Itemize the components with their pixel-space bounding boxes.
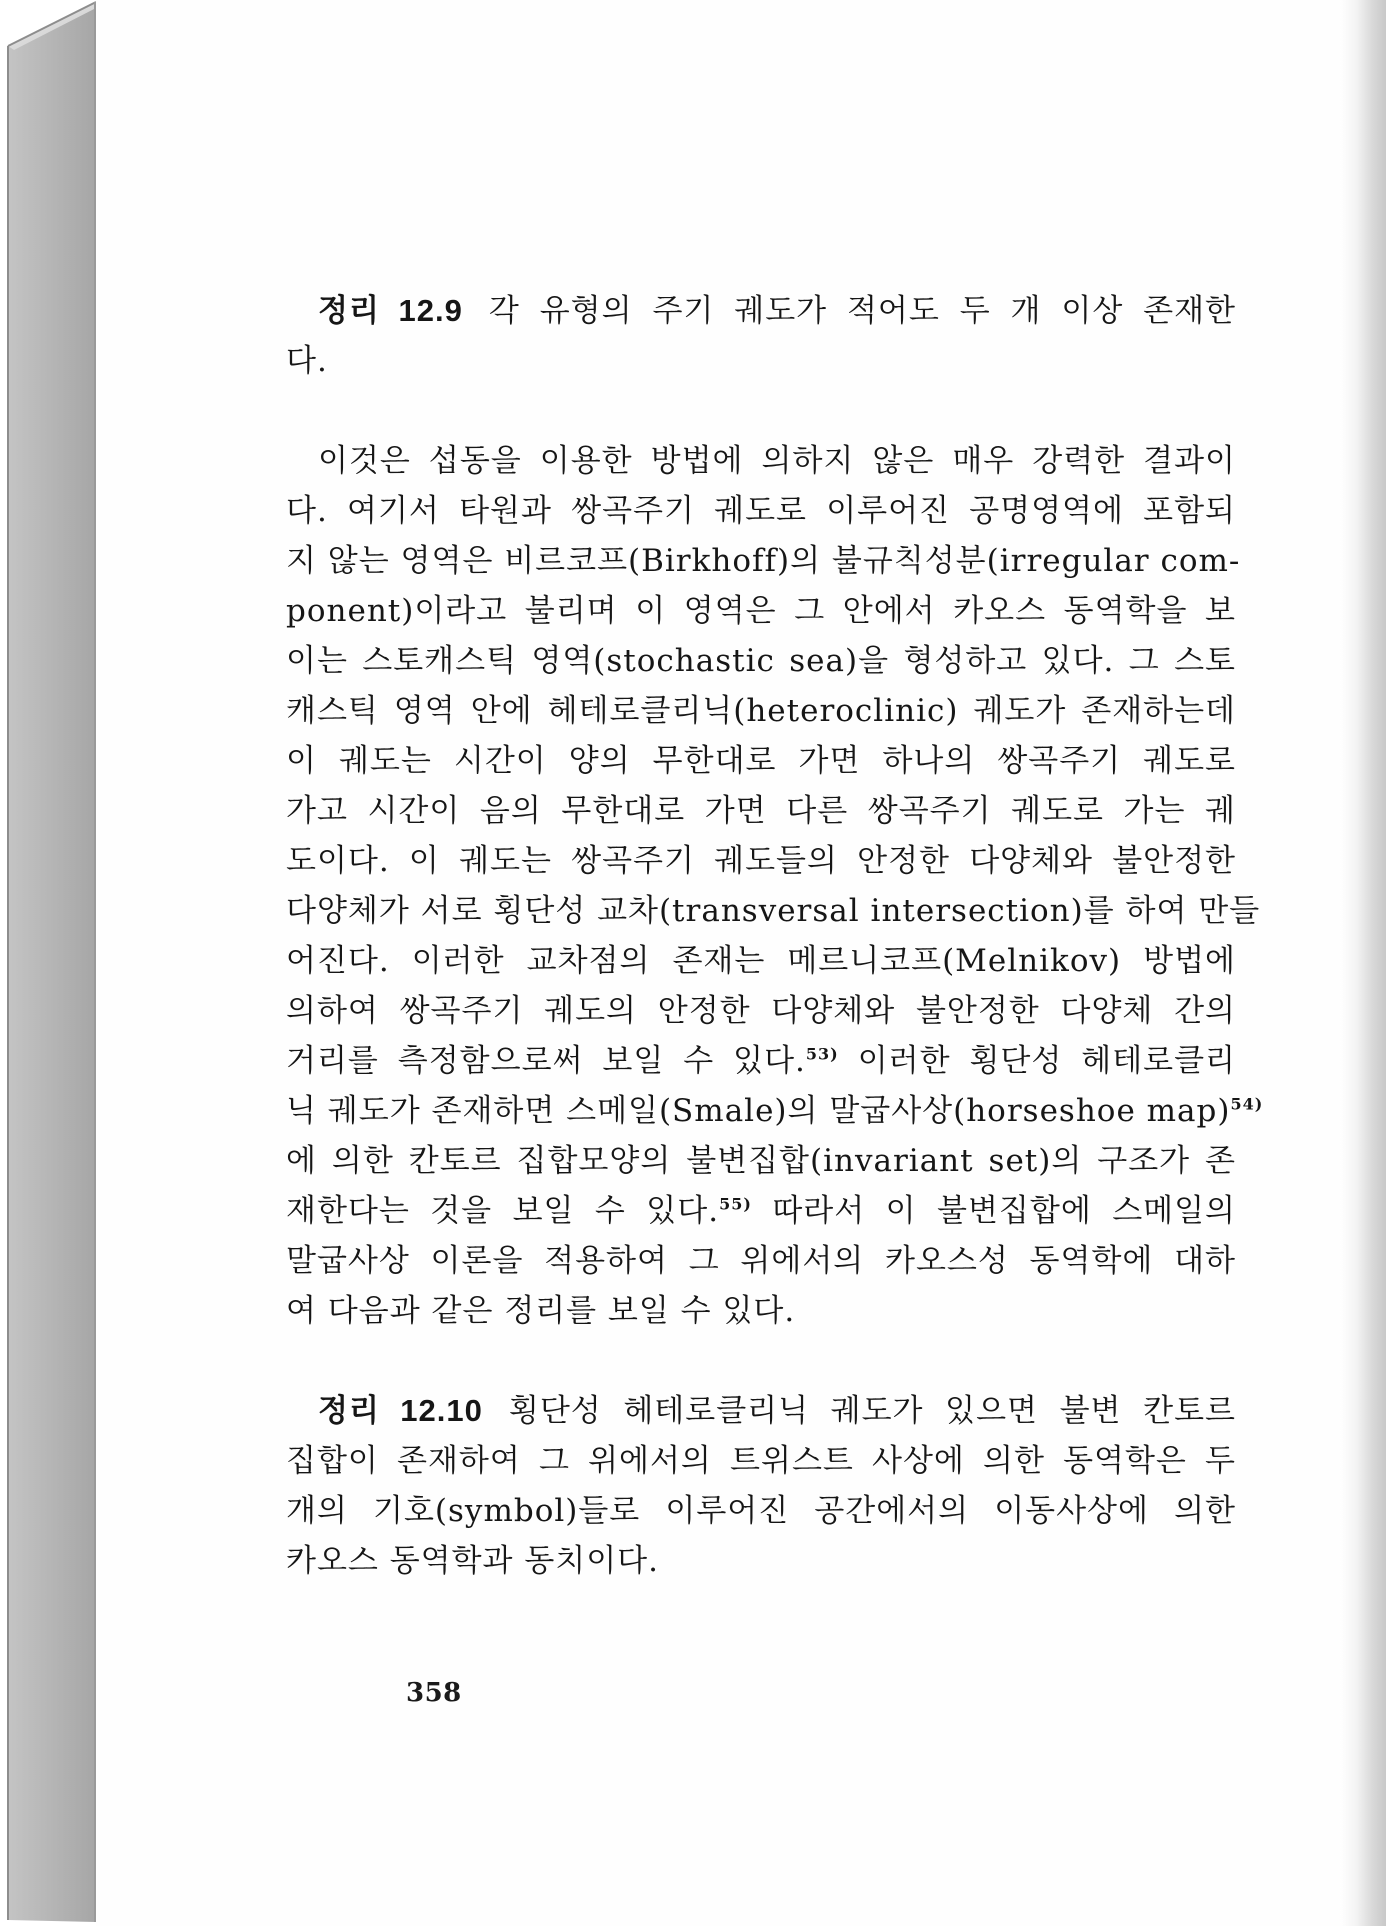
text-line: 어진다. 이러한 교차점의 존재는 메르니코프(Melnikov) 방법에: [286, 943, 1236, 979]
text-line: 다양체가 서로 횡단성 교차(transversal intersection)를 하여 만들: [286, 893, 1261, 929]
page-edge-shadow: [1340, 0, 1386, 1926]
text-segment: 재한다는 것을 보일 수 있다.: [286, 1193, 720, 1229]
footnote-ref-53: 53): [805, 1044, 839, 1064]
theorem-text: 개의 기호(symbol)들로 이루어진 공간에서의 이동사상에 의한: [286, 1493, 1236, 1529]
theorem-12-10: [286, 1386, 1236, 1586]
theorem-text: 횡단성 헤테로클리닉 궤도가 있으면 불변 칸토르: [508, 1393, 1236, 1429]
text-line: 말굽사상 이론을 적용하여 그 위에서의 카오스성 동역학에 대하: [286, 1243, 1236, 1279]
theorem-text: 각 유형의 주기 궤도가 적어도 두 개 이상 존재한: [488, 293, 1237, 329]
page-number: 358: [406, 1678, 462, 1708]
text-line: 이는 스토캐스틱 영역(stochastic sea)을 형성하고 있다. 그 스토: [286, 643, 1236, 679]
book-page: [96, 0, 1340, 1926]
text-line: 다. 여기서 타원과 쌍곡주기 궤도로 이루어진 공명영역에 포함되: [286, 493, 1236, 529]
text-segment: 따라서 이 불변집합에 스메일의: [751, 1193, 1236, 1229]
footnote-ref-54: 54): [1230, 1094, 1264, 1114]
text-line: 여 다음과 같은 정리를 보일 수 있다.: [286, 1293, 796, 1329]
footnote-ref-55: 55): [719, 1194, 752, 1214]
theorem-12-9: [286, 286, 1236, 386]
text-line: 의하여 쌍곡주기 궤도의 안정한 다양체와 불안정한 다양체 간의: [286, 993, 1236, 1029]
text-line: [286, 1186, 1236, 1236]
book-spine: [0, 0, 96, 1926]
theorem-text: 카오스 동역학과 동치이다.: [286, 1543, 659, 1579]
body-paragraph: [286, 436, 1264, 1336]
text-line: 캐스틱 영역 안에 헤테로클리닉(heteroclinic) 궤도가 존재하는데: [286, 693, 1236, 729]
theorem-text: 집합이 존재하여 그 위에서의 트위스트 사상에 의한 동역학은 두: [286, 1443, 1236, 1479]
theorem-label: 정리 12.10: [318, 1393, 483, 1428]
text-line: [286, 1086, 1264, 1136]
text-line: 에 의한 칸토르 집합모양의 불변집합(invariant set)의 구조가 존: [286, 1143, 1236, 1179]
text-line: 이것은 섭동을 이용한 방법에 의하지 않은 매우 강력한 결과이: [318, 443, 1236, 479]
text-segment: 거리를 측정함으로써 보일 수 있다.: [286, 1043, 806, 1079]
text-segment: 이러한 횡단성 헤테로클리: [838, 1043, 1237, 1079]
page-body: [286, 286, 1264, 1586]
theorem-text: 다.: [286, 343, 328, 379]
text-line: 이 궤도는 시간이 양의 무한대로 가면 하나의 쌍곡주기 궤도로: [286, 743, 1236, 779]
text-line: ponent)이라고 불리며 이 영역은 그 안에서 카오스 동역학을 보: [286, 593, 1236, 629]
text-line: 도이다. 이 궤도는 쌍곡주기 궤도들의 안정한 다양체와 불안정한: [286, 843, 1236, 879]
text-line: [286, 1036, 1236, 1086]
text-line: 가고 시간이 음의 무한대로 가면 다른 쌍곡주기 궤도로 가는 궤: [286, 793, 1236, 829]
theorem-label: 정리 12.9: [318, 293, 463, 328]
text-segment: 닉 궤도가 존재하면 스메일(Smale)의 말굽사상(horseshoe map): [286, 1093, 1231, 1129]
text-line: 지 않는 영역은 비르코프(Birkhoff)의 불규칙성분(irregular com-: [286, 543, 1241, 579]
